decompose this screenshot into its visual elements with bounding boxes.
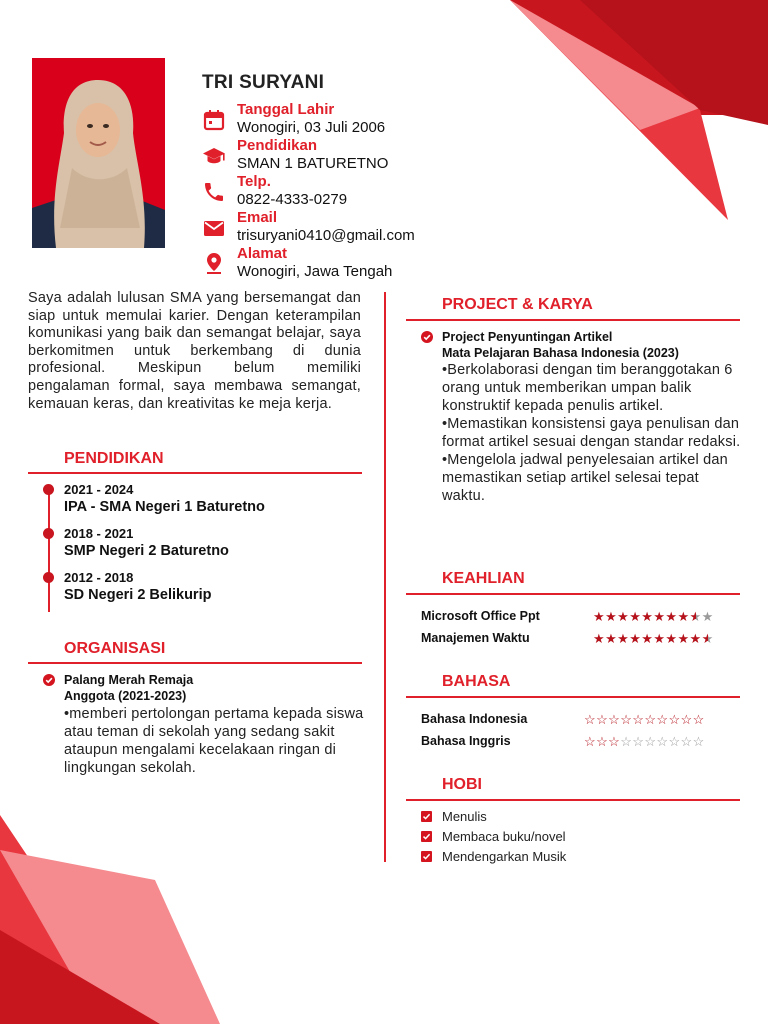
project-subtitle: Mata Pelajaran Bahasa Indonesia (2023) [442, 346, 679, 360]
star-filled-icon: ★ [665, 631, 678, 646]
star-filled-icon: ★ [677, 631, 690, 646]
email-value[interactable]: trisuryani0410@gmail.com [237, 227, 415, 244]
hobby-item: Membaca buku/novel [442, 829, 566, 844]
education-school: SD Negeri 2 Belikurip [64, 587, 212, 603]
star-empty-icon: ☆ [680, 734, 693, 749]
education-school: SMP Negeri 2 Baturetno [64, 543, 229, 559]
education-section-title: PENDIDIKAN [64, 450, 164, 467]
star-filled-icon: ★ [617, 631, 630, 646]
star-filled-icon: ☆ [596, 712, 609, 727]
timeline-dot [43, 484, 54, 495]
star-empty-icon: ★ [701, 609, 714, 624]
star-empty-icon: ☆ [656, 734, 669, 749]
star-filled-icon: ★ [677, 609, 690, 624]
star-half-icon: ★ [689, 609, 702, 624]
star-filled-icon: ★ [593, 609, 606, 624]
organization-section-line [28, 662, 362, 664]
hobbies-section-line [406, 799, 740, 801]
phone-value: 0822-4333-0279 [237, 191, 348, 208]
checkbox-checked-icon [421, 851, 432, 862]
organization-role: Anggota (2021-2023) [64, 689, 187, 703]
star-filled-icon: ☆ [596, 734, 609, 749]
star-empty-icon: ☆ [668, 734, 681, 749]
star-empty-icon: ☆ [632, 734, 645, 749]
star-filled-icon: ★ [629, 609, 642, 624]
location-pin-icon [202, 251, 226, 275]
envelope-icon [202, 216, 226, 240]
checkbox-checked-icon [421, 831, 432, 842]
star-filled-icon: ★ [653, 631, 666, 646]
address-value: Wonogiri, Jawa Tengah [237, 263, 393, 280]
star-half-icon: ★ [701, 631, 714, 646]
profile-summary: Saya adalah lulusan SMA yang bersemangat dan siap untuk memulai karier. Dengan keterampilan komunikasi yang baik dan semangat belajar, saya berkomitmen untuk berkembang di dunia profesional. Meskipun belum memiliki pengalaman formal, saya membawa semangat, kemauan keras, dan kreativitas ke meja kerja. [28, 290, 361, 412]
candidate-name: TRI SURYANI [202, 72, 325, 93]
graduation-cap-icon [202, 144, 226, 168]
phone-icon [202, 180, 226, 204]
organization-name: Palang Merah Remaja [64, 673, 194, 687]
star-filled-icon: ☆ [668, 712, 681, 727]
languages-section-title: BAHASA [442, 673, 511, 690]
hobby-item: Mendengarkan Musik [442, 849, 567, 864]
calendar-icon [202, 108, 226, 132]
timeline-dot [43, 528, 54, 539]
education-years: 2018 - 2021 [64, 526, 134, 541]
star-empty-icon: ☆ [620, 734, 633, 749]
check-circle-icon [43, 674, 55, 686]
checkbox-checked-icon [421, 811, 432, 822]
email-label: Email [237, 209, 278, 226]
column-divider [384, 292, 386, 862]
language-name: Bahasa Inggris [421, 734, 511, 748]
education-school: IPA - SMA Negeri 1 Baturetno [64, 499, 265, 515]
education-years: 2012 - 2018 [64, 570, 134, 585]
star-empty-icon: ☆ [692, 734, 705, 749]
star-filled-icon: ★ [605, 609, 618, 624]
profile-photo [32, 58, 165, 248]
star-filled-icon: ☆ [644, 712, 657, 727]
star-filled-icon: ☆ [584, 712, 597, 727]
skill-name: Manajemen Waktu [421, 631, 530, 645]
star-filled-icon: ☆ [584, 734, 597, 749]
star-filled-icon: ★ [689, 631, 702, 646]
timeline-dot [43, 572, 54, 583]
star-filled-icon: ☆ [608, 712, 621, 727]
project-name: Project Penyuntingan Artikel [442, 330, 613, 344]
skills-section-line [406, 593, 740, 595]
hobbies-section-title: HOBI [442, 776, 482, 793]
star-filled-icon: ★ [653, 609, 666, 624]
birth-date-value: Wonogiri, 03 Juli 2006 [237, 119, 386, 136]
education-section-line [28, 472, 362, 474]
language-rating [584, 713, 705, 727]
phone-label: Telp. [237, 173, 271, 190]
star-filled-icon: ☆ [656, 712, 669, 727]
projects-section-line [406, 319, 740, 321]
star-empty-icon: ☆ [644, 734, 657, 749]
star-filled-icon: ★ [629, 631, 642, 646]
star-filled-icon: ☆ [620, 712, 633, 727]
hobby-item: Menulis [442, 809, 487, 824]
education-label: Pendidikan [237, 137, 318, 154]
star-filled-icon: ☆ [692, 712, 705, 727]
projects-section-title: PROJECT & KARYA [442, 296, 593, 313]
education-timeline-line [48, 486, 50, 612]
organization-description: •memberi pertolongan pertama kepada siswa atau teman di sekolah yang sedang sakit ataupun mengalami kecelakaan ringan di lingkungan sekolah. [64, 706, 364, 776]
star-filled-icon: ☆ [608, 734, 621, 749]
star-filled-icon: ☆ [680, 712, 693, 727]
skill-rating [593, 610, 714, 624]
language-name: Bahasa Indonesia [421, 712, 528, 726]
languages-section-line [406, 696, 740, 698]
star-filled-icon: ★ [605, 631, 618, 646]
star-filled-icon: ★ [641, 609, 654, 624]
star-filled-icon: ★ [641, 631, 654, 646]
skill-rating [593, 632, 714, 646]
address-label: Alamat [237, 245, 288, 262]
star-filled-icon: ★ [617, 609, 630, 624]
language-rating [584, 735, 705, 749]
education-value: SMAN 1 BATURETNO [237, 155, 389, 172]
skill-name: Microsoft Office Ppt [421, 609, 540, 623]
birth-date-label: Tanggal Lahir [237, 101, 335, 118]
education-years: 2021 - 2024 [64, 482, 134, 497]
star-filled-icon: ★ [665, 609, 678, 624]
check-circle-icon [421, 331, 433, 343]
star-filled-icon: ★ [593, 631, 606, 646]
star-filled-icon: ☆ [632, 712, 645, 727]
skills-section-title: KEAHLIAN [442, 570, 525, 587]
project-description: •Berkolaborasi dengan tim beranggotakan 6 orang untuk memberikan umpan balik konstruktif kepada penulis artikel. •Memastikan konsistensi gaya penulisan dan format artikel sesuai dengan standar redaksi. •Mengelola jadwal penyelesaian artikel dan memastikan setiap artikel selesai tepat waktu. [442, 362, 741, 504]
organization-section-title: ORGANISASI [64, 640, 166, 657]
